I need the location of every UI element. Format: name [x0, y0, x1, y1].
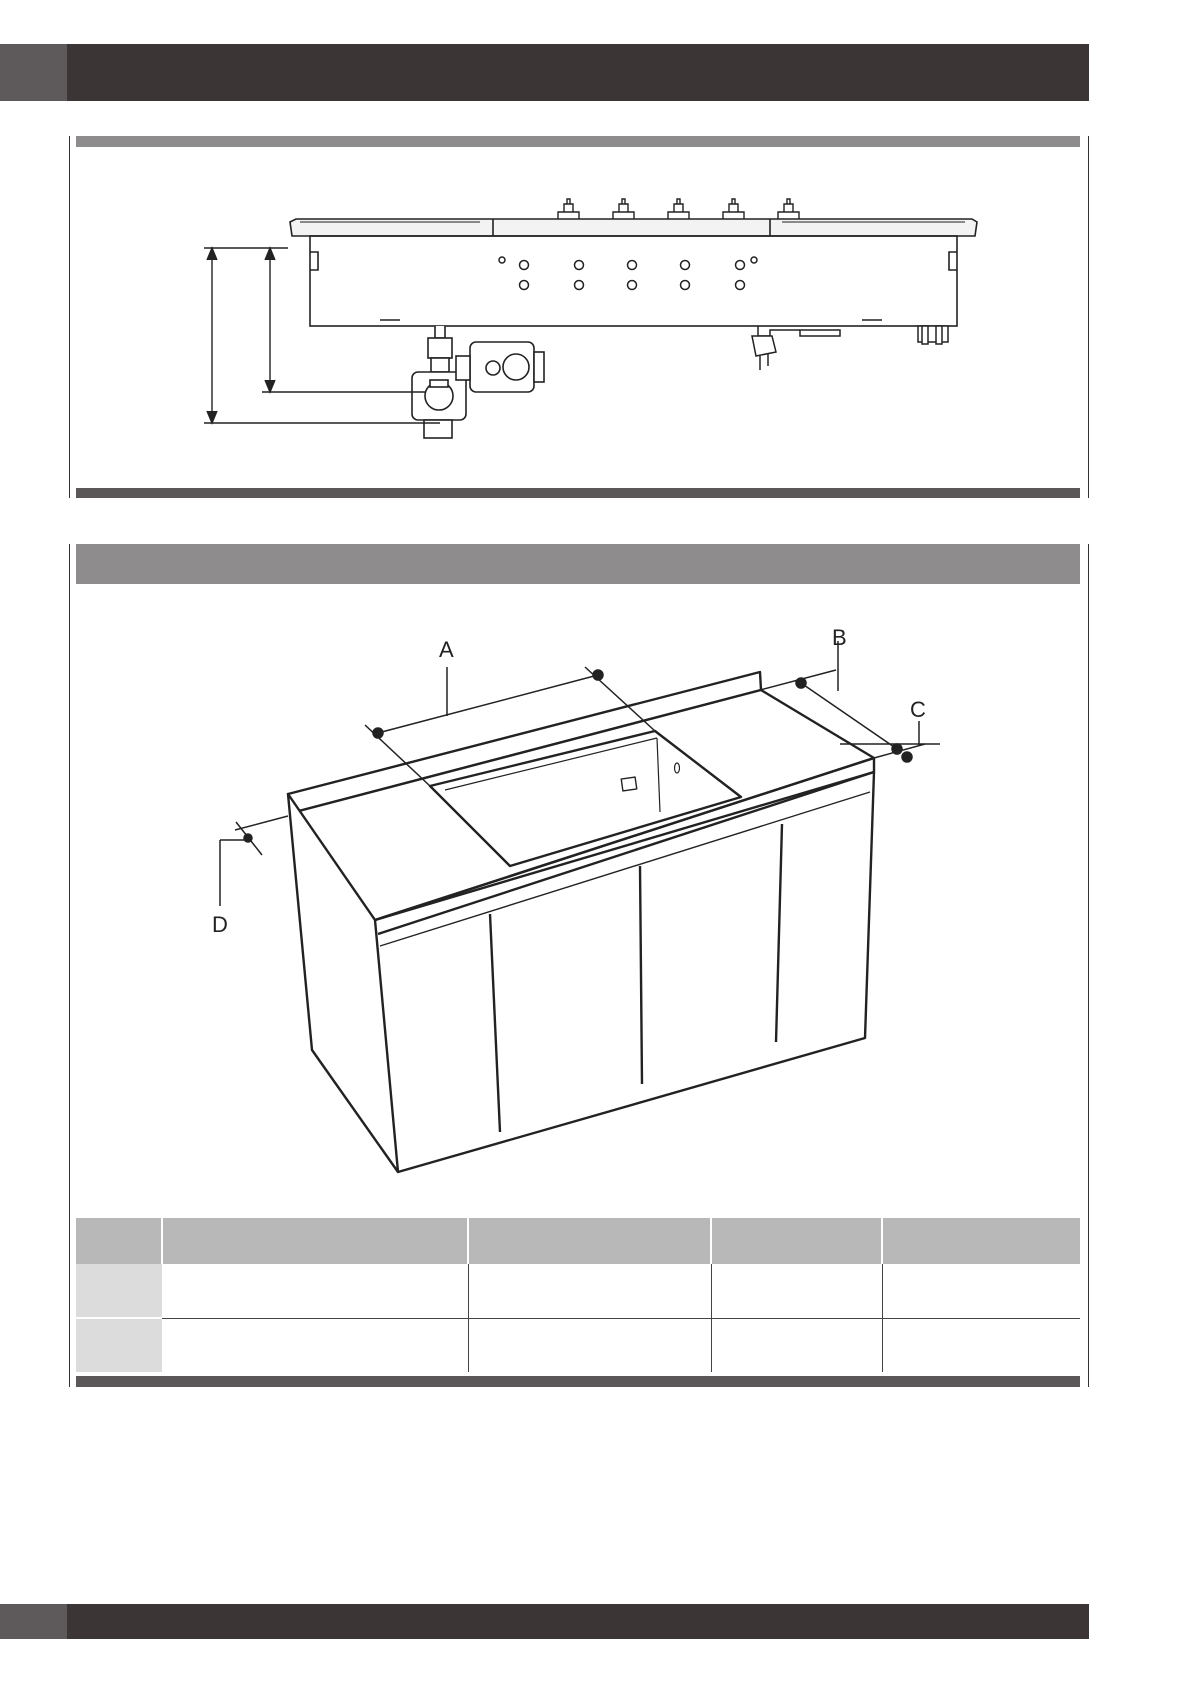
section2-bottom-bar — [76, 1376, 1080, 1387]
dimension-d — [220, 816, 288, 906]
table-cell — [711, 1264, 882, 1318]
table-cell — [468, 1264, 711, 1318]
table-cell — [162, 1318, 468, 1372]
table-row-key — [76, 1318, 162, 1372]
table-cell — [711, 1318, 882, 1372]
table-row — [76, 1264, 1080, 1318]
table-cell — [882, 1318, 1080, 1372]
footer-band — [0, 1604, 1089, 1639]
label-b: B — [832, 625, 847, 650]
label-a: A — [439, 637, 454, 662]
dimension-table — [76, 1218, 1080, 1372]
table-header-cell — [76, 1218, 162, 1264]
footer-tab — [0, 1604, 67, 1639]
table-row — [76, 1318, 1080, 1372]
table-header-cell — [468, 1218, 711, 1264]
table-header-row — [76, 1218, 1080, 1264]
label-d: D — [212, 912, 228, 937]
table-row-key — [76, 1264, 162, 1318]
table-cell — [162, 1264, 468, 1318]
table-header-cell — [882, 1218, 1080, 1264]
table-cell — [882, 1264, 1080, 1318]
table-cell — [468, 1318, 711, 1372]
label-c: C — [910, 697, 926, 722]
table-header-cell — [711, 1218, 882, 1264]
table-header-cell — [162, 1218, 468, 1264]
